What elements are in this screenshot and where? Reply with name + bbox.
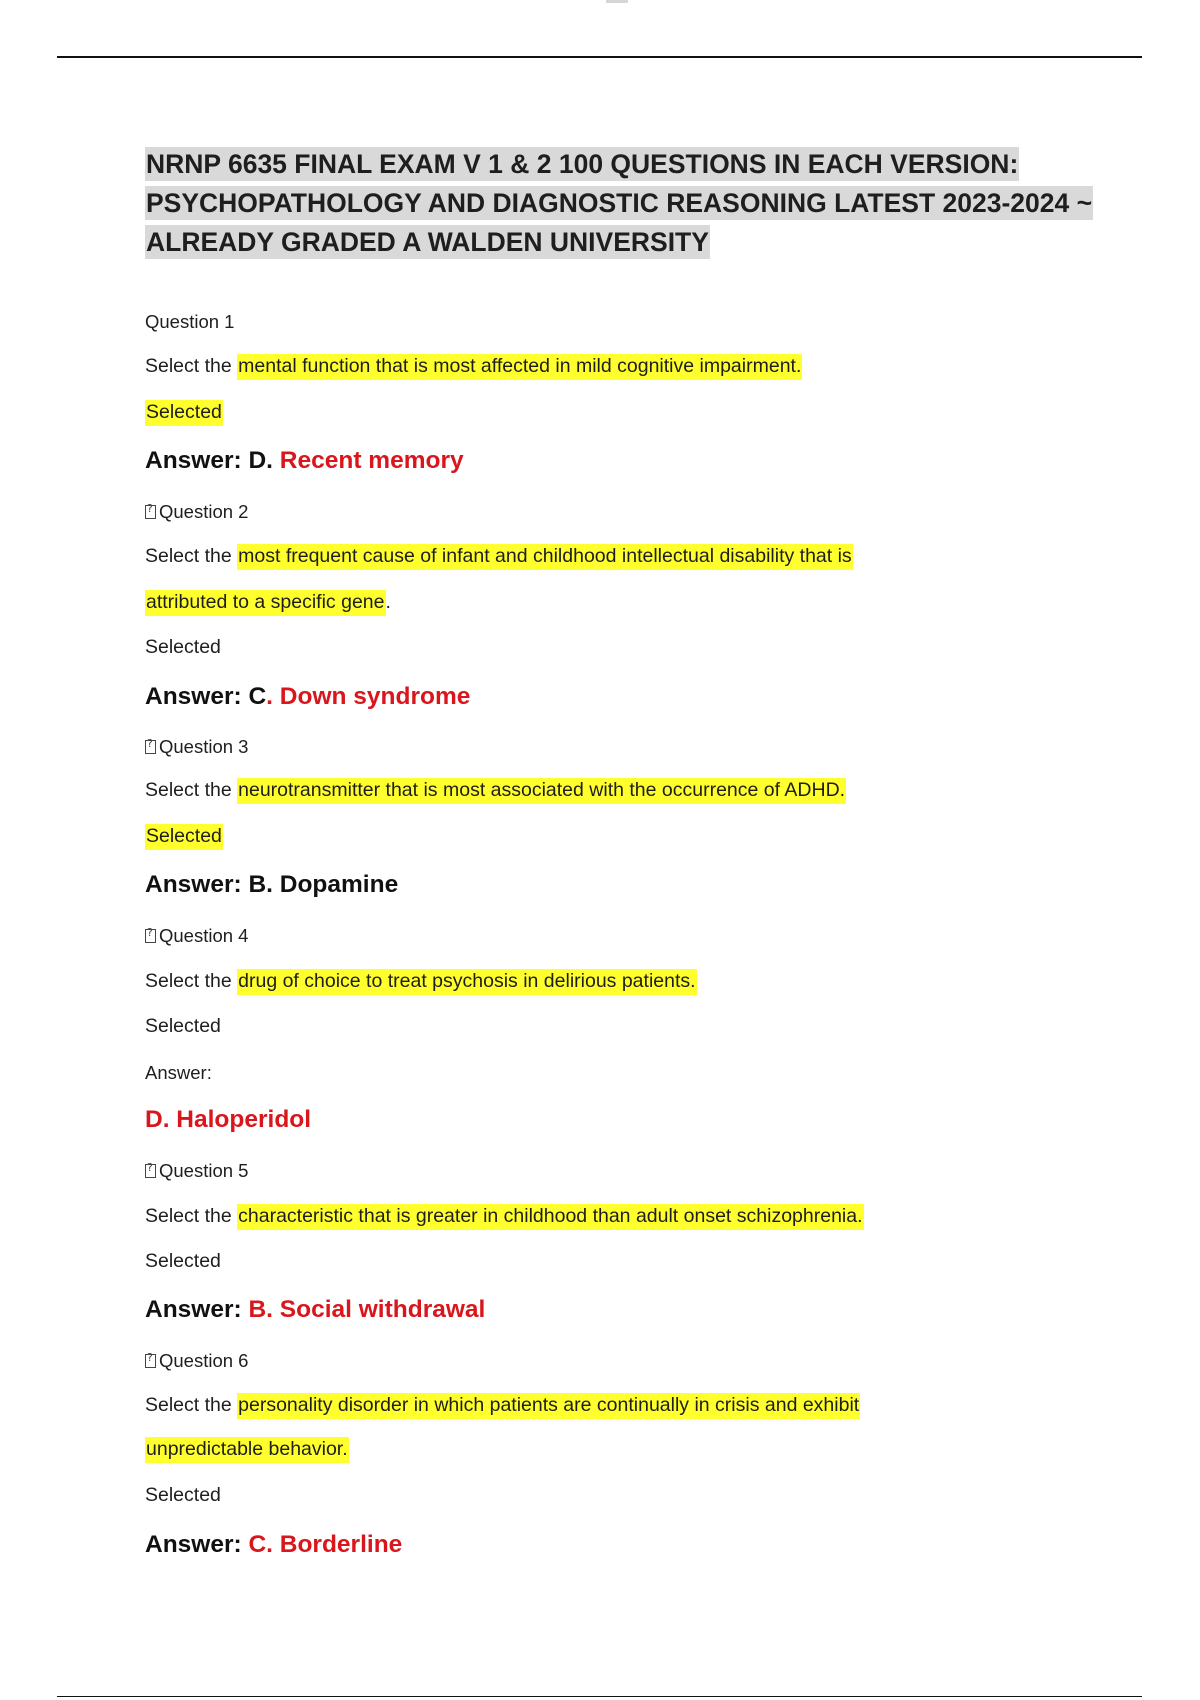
question-6-highlight-1: personality disorder in which patients are continually in crisis and exhibit: [237, 1393, 860, 1419]
question-3-prefix: Select the: [145, 779, 238, 801]
question-1-selected: [145, 401, 223, 424]
question-6-prefix: Select the: [145, 1394, 238, 1416]
missing-glyph-icon: [145, 740, 156, 754]
question-3-highlight: neurotransmitter that is most associated with the occurrence of ADHD.: [237, 778, 846, 804]
document-title-text: NRNP 6635 FINAL EXAM V 1 & 2 100 QUESTIONS IN EACH VERSION: PSYCHOPATHOLOGY AND DIAGNOSTIC REASONING LATEST 2023-2024 ~ ALREADY GRADED A WALDEN UNIVERSITY: [146, 149, 1093, 257]
question-4-prefix: Select the: [145, 970, 238, 992]
missing-glyph-icon: [145, 505, 156, 519]
question-5-prompt: [145, 1205, 864, 1228]
question-4-answer-text: D. Haloperidol: [145, 1106, 312, 1133]
question-3-selected-text: Selected: [145, 824, 223, 850]
question-1-selected-text: Selected: [145, 400, 223, 426]
question-2-answer: [145, 683, 470, 711]
question-6-label-text: Question 6: [159, 1350, 249, 1371]
question-2-suffix: .: [385, 591, 391, 613]
header-rule: [57, 56, 1142, 58]
question-1-prefix: Select the: [145, 355, 238, 377]
question-1-highlight: mental function that is most affected in mild cognitive impairment.: [237, 354, 802, 380]
question-2-answer-prefix: Answer: C: [145, 683, 267, 710]
missing-glyph-icon: [145, 929, 156, 943]
question-2-label-text: Question 2: [159, 501, 249, 522]
question-2-answer-text: . Down syndrome: [266, 683, 471, 710]
question-2-highlight-2: attributed to a specific gene: [145, 590, 386, 616]
question-5-answer-prefix: Answer:: [145, 1296, 249, 1323]
question-1-answer: [145, 447, 464, 475]
question-6-label: [145, 1350, 248, 1372]
question-5-prefix: Select the: [145, 1205, 238, 1227]
question-5-highlight: characteristic that is greater in childhood than adult onset schizophrenia.: [237, 1204, 863, 1230]
question-1-label: Question 1: [145, 311, 235, 332]
question-1-answer-text: Recent memory: [279, 447, 464, 474]
question-1-answer-prefix: Answer: D.: [145, 447, 280, 474]
question-5-answer-text: B. Social withdrawal: [248, 1296, 486, 1323]
question-6-selected: Selected: [145, 1484, 221, 1506]
missing-glyph-icon: [145, 1164, 156, 1178]
document-title: [145, 145, 1135, 262]
question-4-answer-label: Answer:: [145, 1062, 212, 1083]
question-3-answer: Answer: B. Dopamine: [145, 871, 399, 898]
question-6-answer-prefix: Answer:: [145, 1531, 249, 1558]
question-2-highlight-1: most frequent cause of infant and childhood intellectual disability that is: [237, 544, 853, 570]
question-5-answer: [145, 1296, 485, 1324]
question-2-label: [145, 501, 248, 523]
question-4-selected: Selected: [145, 1015, 221, 1037]
footer-rule: [57, 1696, 1142, 1697]
question-6-prompt-line-2: [145, 1438, 349, 1461]
question-5-label: [145, 1160, 248, 1182]
question-3-selected: [145, 825, 223, 848]
question-3-prompt: [145, 779, 846, 802]
question-6-prompt-line-1: [145, 1394, 860, 1417]
missing-glyph-icon: [145, 1354, 156, 1368]
question-4-label-text: Question 4: [159, 925, 249, 946]
question-2-prefix: Select the: [145, 545, 238, 567]
question-2-selected: Selected: [145, 636, 221, 658]
question-2-prompt-line-2: [145, 591, 391, 614]
question-4-prompt: [145, 970, 697, 993]
question-6-answer-text: C. Borderline: [248, 1531, 403, 1558]
question-6-highlight-2: unpredictable behavior.: [145, 1437, 349, 1463]
question-4-label: [145, 925, 248, 947]
top-page-mark: [606, 0, 628, 3]
question-6-answer: [145, 1531, 402, 1559]
question-5-label-text: Question 5: [159, 1160, 249, 1181]
question-3-label-text: Question 3: [159, 736, 249, 757]
question-1-prompt: [145, 355, 802, 378]
question-2-prompt-line-1: [145, 545, 853, 568]
question-5-selected: Selected: [145, 1250, 221, 1272]
question-3-label: [145, 736, 248, 758]
question-4-highlight: drug of choice to treat psychosis in delirious patients.: [237, 969, 696, 995]
